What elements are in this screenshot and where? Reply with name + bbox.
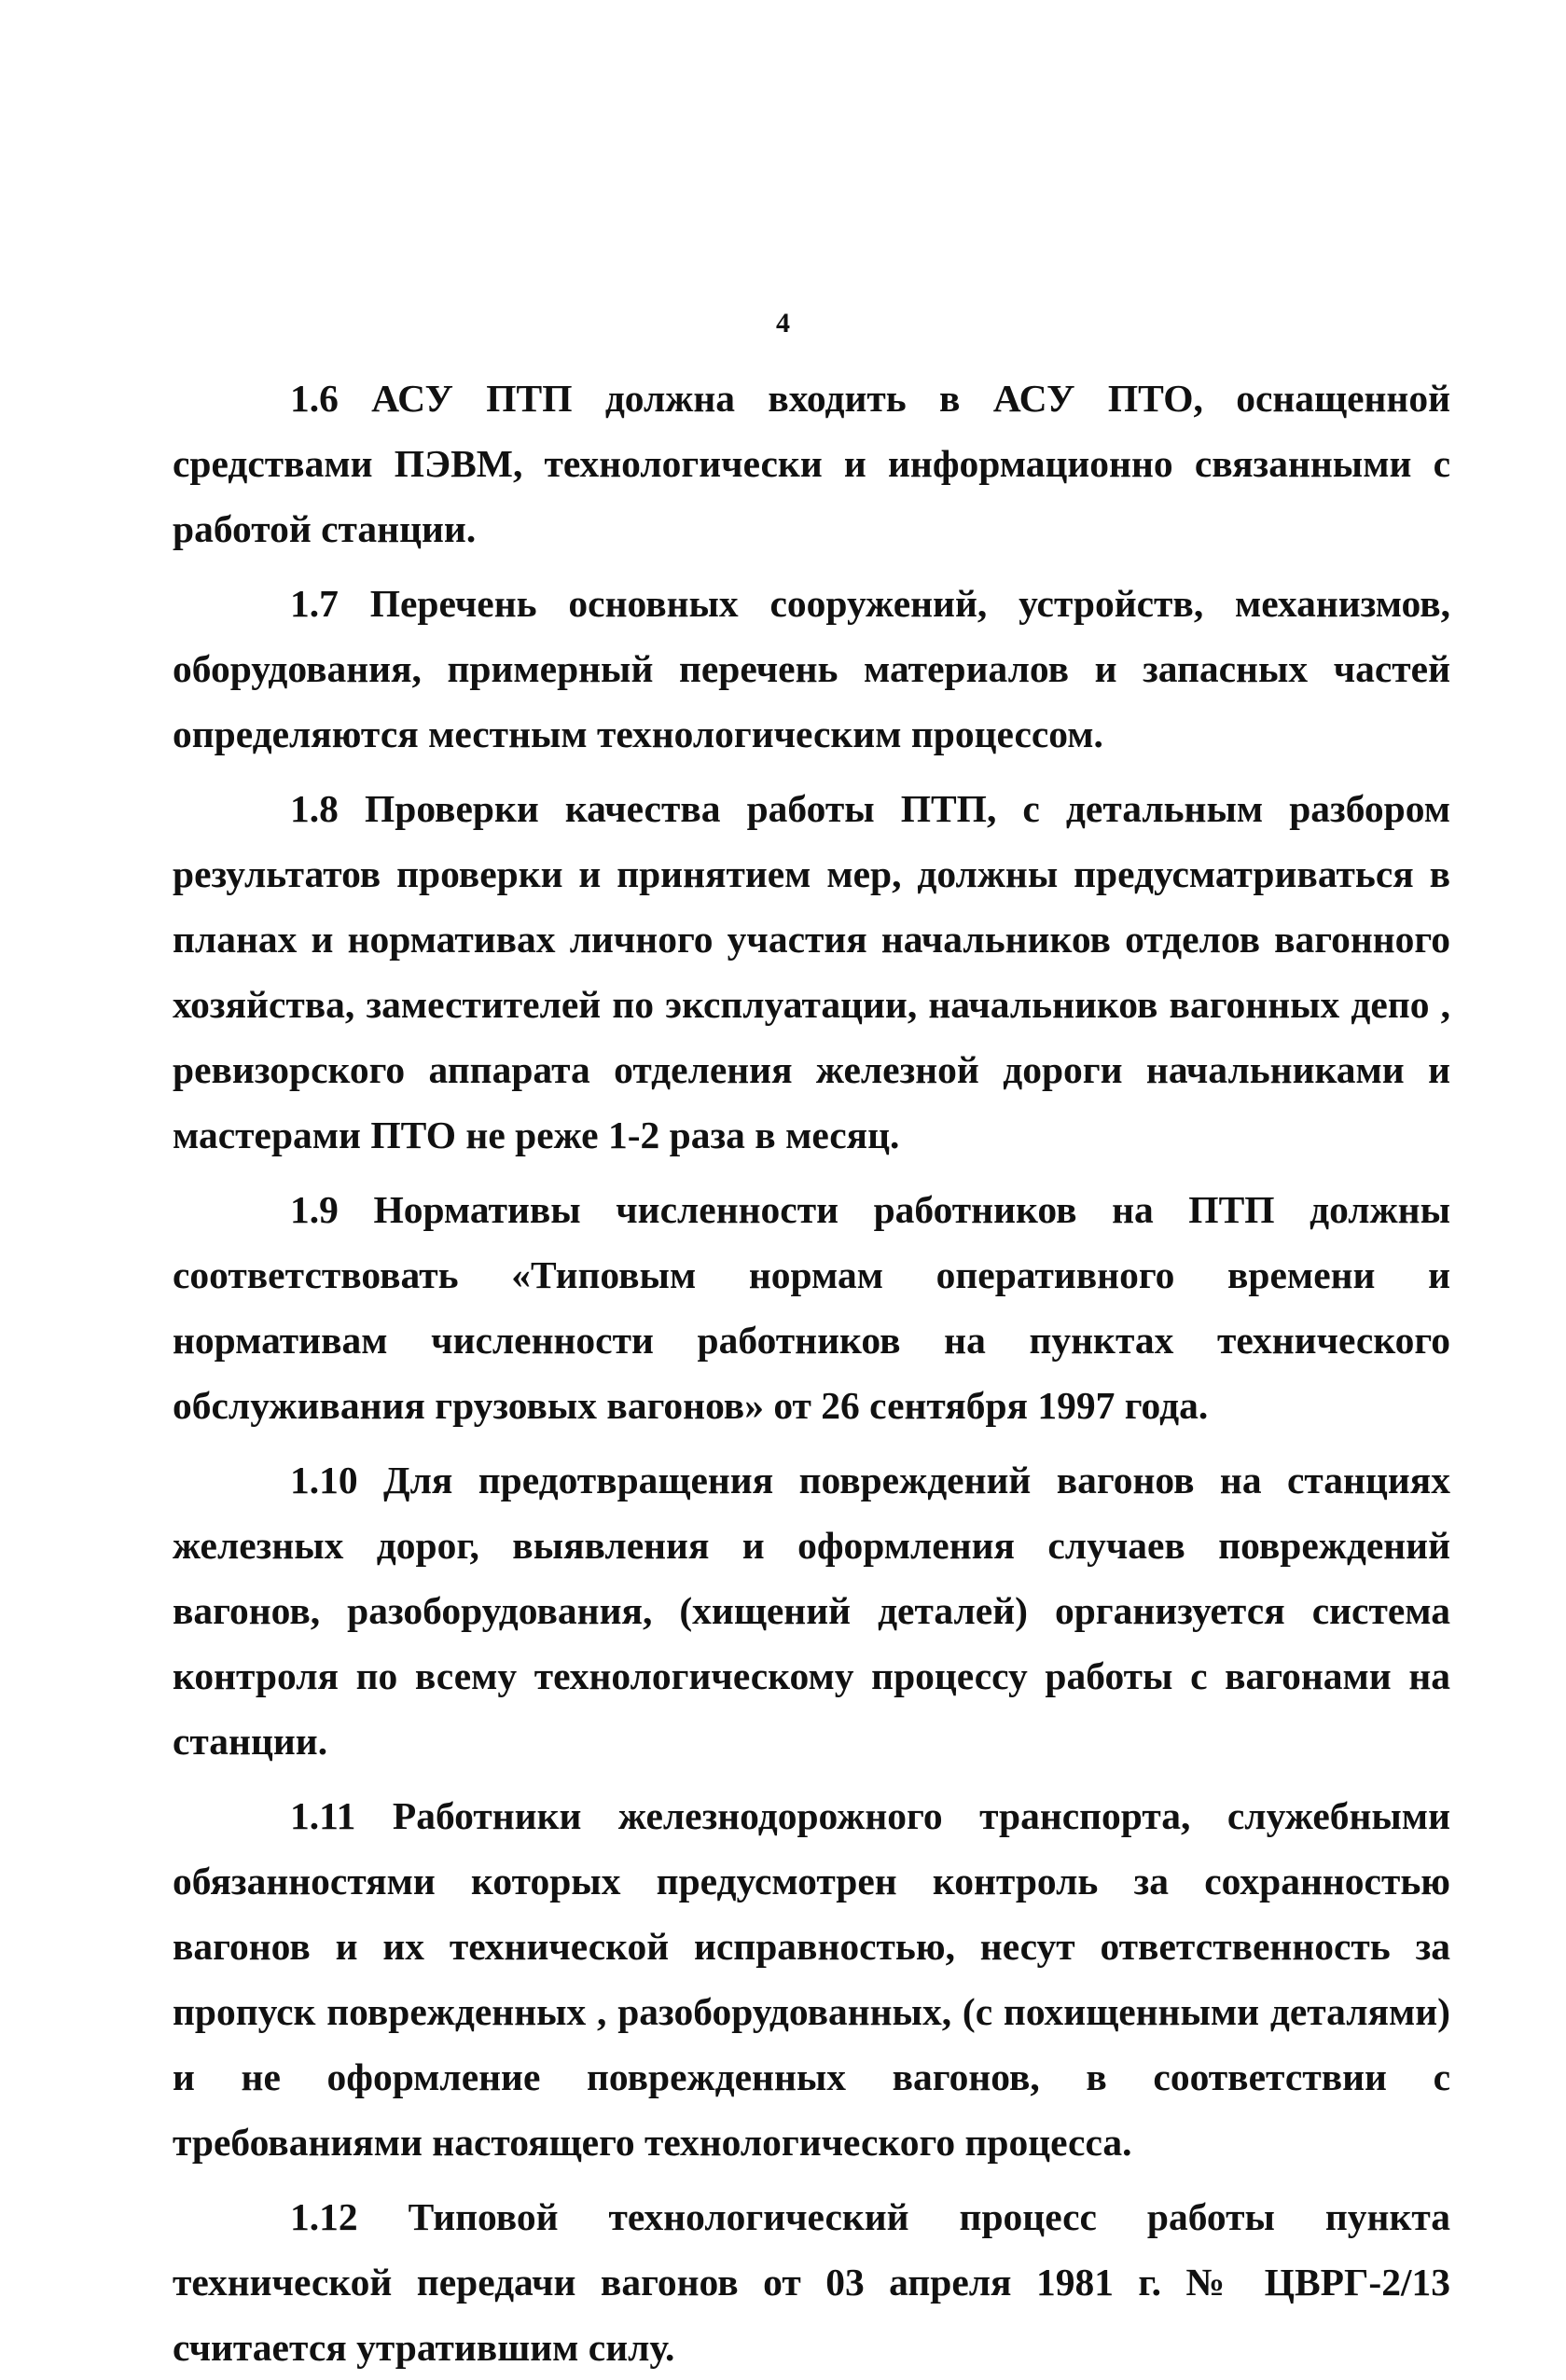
paragraph-1-12: 1.12 Типовой технологический процесс работы пункта технической передачи вагонов от 03 апреля 1981 г. № ЦВРГ-2/13 считается утратившим силу. (173, 2195, 1450, 2369)
paragraph-1-9: 1.9 Нормативы численности работников на ПТП должны соответствовать «Типовым нормам оперативного времени и нормативам численности работников на пунктах технического обслуживания грузовых вагонов» от 26 сентября 1997 года. (173, 1188, 1450, 1427)
paragraph-1-8: 1.8 Проверки качества работы ПТП, с детальным разбором результатов проверки и принятием мер, должны предусматриваться в планах и нормативах личного участия начальников отделов вагонного хозяйства, заместителей по эксплуатации, начальников вагонных депо , ревизорского аппарата отделения железной дороги начальниками и мастерами ПТО не реже 1-2 раза в месяц. (173, 787, 1450, 1156)
paragraph-1-7: 1.7 Перечень основных сооружений, устройств, механизмов, оборудования, примерный перечень материалов и запасных частей определяются местным технологическим процессом. (173, 582, 1450, 755)
page-number: 4 (776, 308, 790, 339)
paragraph-1-6: 1.6 АСУ ПТП должна входить в АСУ ПТО, оснащенной средствами ПЭВМ, технологически и информационно связанными с работой станции. (173, 377, 1450, 550)
paragraph-1-11: 1.11 Работники железнодорожного транспорта, служебными обязанностями которых предусмотрен контроль за сохранностью вагонов и их технической исправностью, несут ответственность за пропуск поврежденных , разоборудованных, (с похищенными деталями) и не оформление поврежденных вагонов, в соответствии с требованиями настоящего технологического процесса. (173, 1794, 1450, 2164)
paragraph-1-10: 1.10 Для предотвращения повреждений вагонов на станциях железных дорог, выявления и оформления случаев повреждений вагонов, разоборудования, (хищений деталей) организуется система контроля по всему технологическому процессу работы с вагонами на станции. (173, 1459, 1450, 1763)
document-body (173, 366, 1450, 2380)
